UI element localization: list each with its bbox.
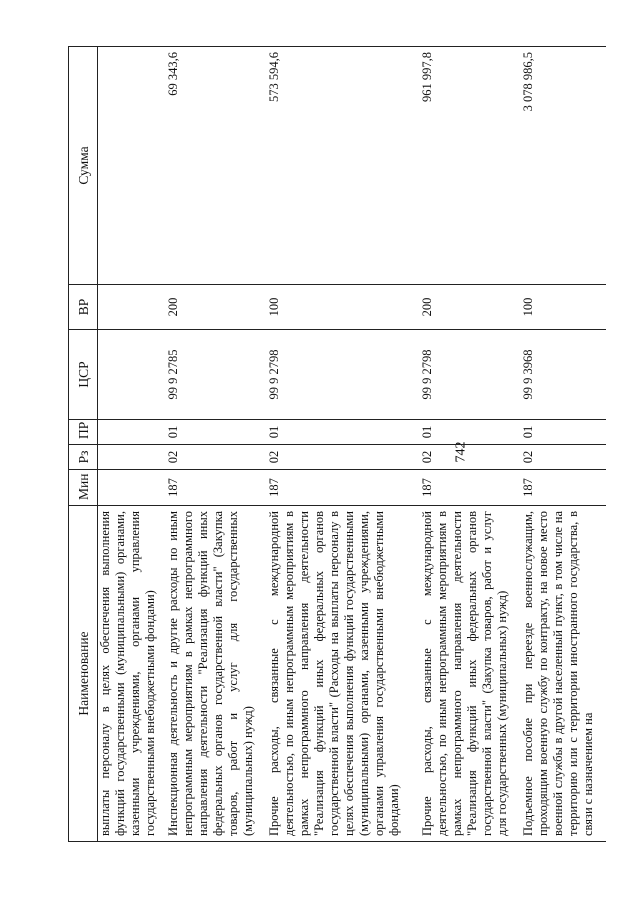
row-min: 187: [166, 470, 268, 506]
budget-table: [68, 46, 606, 842]
row-csr: [98, 330, 166, 420]
header-vr: ВР: [69, 285, 98, 330]
row-csr: 99 9 3968: [521, 330, 606, 420]
row-csr: 99 9 2785: [166, 330, 268, 420]
rotated-page-content: [68, 47, 606, 842]
table-row: [98, 47, 166, 842]
row-vr: 200: [420, 285, 522, 330]
row-csr: 99 9 2798: [267, 330, 419, 420]
header-name: Наименование: [69, 506, 98, 842]
row-vr: [98, 285, 166, 330]
table-row: [166, 47, 268, 842]
table-header-row: [69, 47, 98, 842]
header-min: Мин: [69, 470, 98, 506]
row-name: Прочие расходы, связанные с международной деятельностью, по иным непрограммным мероприятиям в рамках непрограммного направления деятельности "Реализация функций иных федеральных органов государственной власти" (Закупка товаров, работ и услуг для государственных (муниципальных) нужд): [420, 506, 522, 842]
row-sum: 69 343,6: [166, 47, 268, 285]
row-rz: 02: [420, 445, 522, 470]
row-vr: 200: [166, 285, 268, 330]
row-pr: 01: [420, 420, 522, 445]
row-min: [98, 470, 166, 506]
row-vr: 100: [267, 285, 419, 330]
row-vr: 100: [521, 285, 606, 330]
header-rz: Рз: [69, 445, 98, 470]
row-sum: 3 078 986,5: [521, 47, 606, 285]
row-sum: 961 997,8: [420, 47, 522, 285]
row-name: Подъемное пособие при переезде военнослужащим, проходящим военную службу по контракту, на новое место военной службы в другой населенный пункт, в том числе на территорию или с территории иностранного государства, в связи с назначением на: [521, 506, 606, 842]
row-sum: [98, 47, 166, 285]
row-pr: 01: [267, 420, 419, 445]
page-number: 742: [453, 441, 469, 463]
row-rz: [98, 445, 166, 470]
table-row: [521, 47, 606, 842]
row-rz: 02: [521, 445, 606, 470]
header-csr: ЦСР: [69, 330, 98, 420]
row-name: Прочие расходы, связанные с международной деятельностью, по иным непрограммным мероприятиям в рамках непрограммного направления деятельности "Реализация функций иных федеральных органов государственной власти" (Расходы на выплаты персоналу в целях обеспечения выполнения функций государственными (муниципальными) органами, казенными учреждениями, органами управления государственными внебюджетными фондами): [267, 506, 419, 842]
row-rz: 02: [166, 445, 268, 470]
header-pr: ПР: [69, 420, 98, 445]
header-sum: Сумма: [69, 47, 98, 285]
row-pr: 01: [521, 420, 606, 445]
row-min: 187: [420, 470, 522, 506]
row-min: 187: [521, 470, 606, 506]
row-sum: 573 594,6: [267, 47, 419, 285]
row-name: Инспекционная деятельность и другие расходы по иным непрограммным мероприятиям в рамках непрограммного направления деятельности "Реализация функций иных федеральных органов государственной власти" (Закупка товаров, работ и услуг для государственных (муниципальных) нужд): [166, 506, 268, 842]
table-row: [420, 47, 522, 842]
row-min: 187: [267, 470, 419, 506]
row-pr: [98, 420, 166, 445]
row-name: выплаты персоналу в целях обеспечения выполнения функций государственными (муниципальными) органами, казенными учреждениями, органами управления государственными внебюджетными фондами): [98, 506, 166, 842]
table-row: [267, 47, 419, 842]
row-rz: 02: [267, 445, 419, 470]
row-pr: 01: [166, 420, 268, 445]
row-csr: 99 9 2798: [420, 330, 522, 420]
